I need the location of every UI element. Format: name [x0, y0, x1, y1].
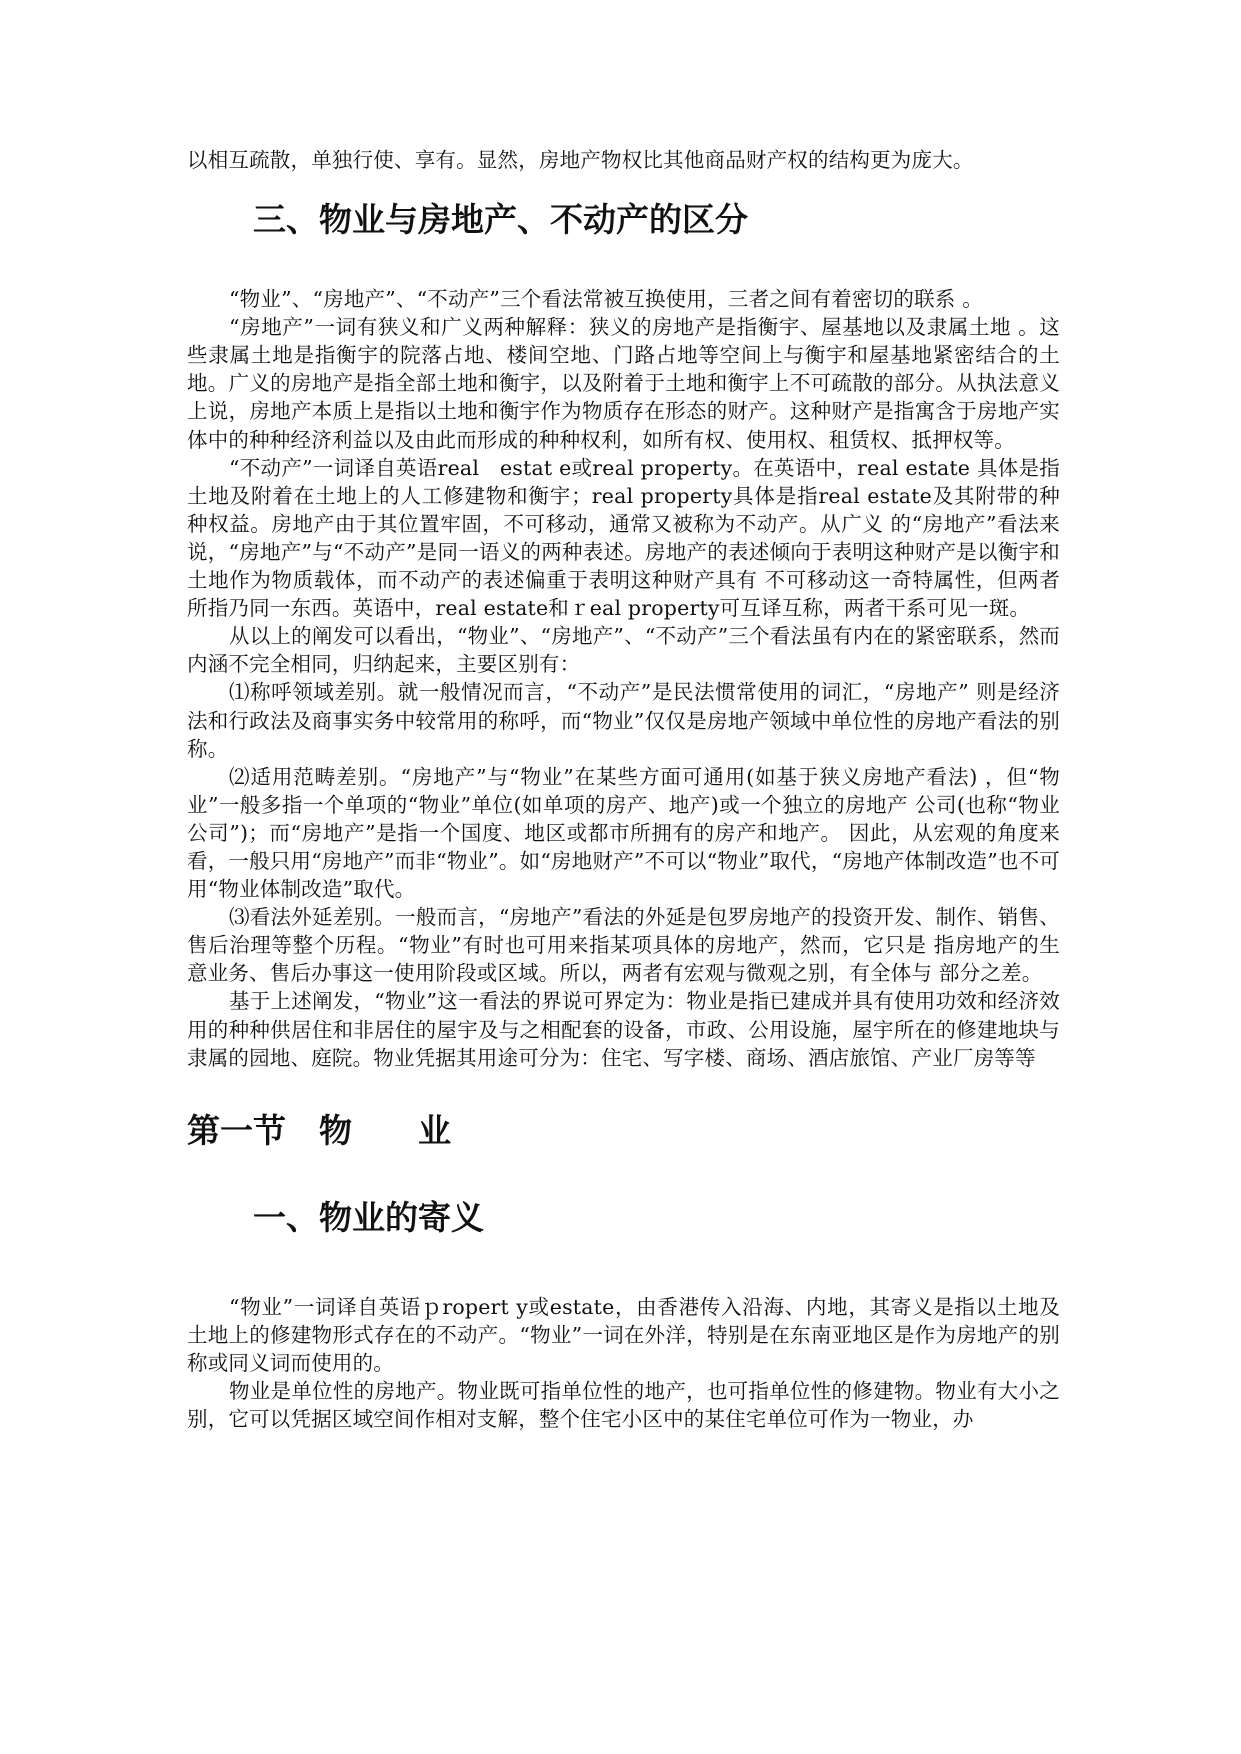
- paragraph-immovable-property: “不动产”一词译自英语real estat e或real property。在英语中，real estate 具体是指土地及附着在土地上的人工修建物和衡宇；real property具体是指real estate及其附带的种种权益。房地产由于其位置牢固，不可移动，通常又被称为不动产。从广义 的“房地产”看法来说，“房地产”与“不动产”是同一语义的两种表述。房地产的表述倾向于表明这种财产是以衡宇和土地作为物质载体，而不动产的表述偏重于表明这种财产具有 不可移动这一奇特属性，但两者所指乃同一东西。英语中，real estate和ｒeal property可互译互称，两者干系可见一斑。: [187, 455, 1060, 621]
- chapter-heading: 第一节 物 业: [187, 1110, 451, 1150]
- document-body: [187, 146, 1060, 1433]
- paragraph-differences-intro: 从以上的阐发可以看出，“物业”、“房地产”、“不动产”三个看法虽有内在的紧密联系，然而内涵不完全相同，归纳起来，主要区别有：: [187, 624, 1060, 677]
- paragraph-property-unit: 物业是单位性的房地产。物业既可指单位性的地产，也可指单位性的修建物。物业有大小之别，它可以凭据区域空间作相对支解，整个住宅小区中的某住宅单位可作为一物业，办: [187, 1379, 1060, 1432]
- section-heading-distinction: 三、物业与房地产、不动产的区分: [253, 200, 748, 240]
- paragraph-property-definition: 基于上述阐发，“物业”这一看法的界说可界定为：物业是指已建成并具有使用功效和经济效用的种种供居住和非居住的屋宇及与之相配套的设备，市政、公用设施，屋宇所在的修建地块与隶属的园地、庭院。物业凭据其用途可分为：住宅、写字楼、商场、酒店旅馆、产业厂房等等: [187, 989, 1060, 1070]
- paragraph-property-origin: “物业”一词译自英语ｐropert y或estate，由香港传入沿海、内地，其寄义是指以土地及土地上的修建物形式存在的不动产。“物业”一词在外洋，特别是在东南亚地区是作为房地产的别称或同义词而使用的。: [187, 1294, 1060, 1375]
- paragraph-difference-2: ⑵适用范畴差别。“房地产”与“物业”在某些方面可通用(如基于狭义房地产看法) ，但“物业”一般多指一个单项的“物业”单位(如单项的房产、地产)或一个独立的房地产 公司(也称“物业公司”)；而“房地产”是指一个国度、地区或都市所拥有的房产和地产。 因此，从宏观的角度来看，一般只用“房地产”而非“物业”。如“房地财产”不可以“物业”取代，“房地产体制改造”也不可用“物业体制改造”取代。: [187, 764, 1060, 902]
- paragraph-difference-1: ⑴称呼领域差别。就一般情况而言，“不动产”是民法惯常使用的词汇，“房地产” 则是经济法和行政法及商事实务中较常用的称呼，而“物业”仅仅是房地产领域中单位性的房地产看法的别称。: [187, 680, 1060, 761]
- paragraph-terms-intro: “物业”、“房地产”、“不动产”三个看法常被互换使用，三者之间有着密切的联系 。: [229, 287, 983, 312]
- section-heading-meaning: 一、物业的寄义: [253, 1197, 484, 1237]
- continued-paragraph: 以相互疏散，单独行使、享有。显然，房地产物权比其他商品财产权的结构更为庞大。: [187, 148, 974, 172]
- paragraph-difference-3: ⑶看法外延差别。一般而言，“房地产”看法的外延是包罗房地产的投资开发、制作、销售、售后治理等整个历程。“物业”有时也可用来指某项具体的房地产，然而，它只是 指房地产的生意业务、售后办事这一使用阶段或区域。所以，两者有宏观与微观之别，有全体与 部分之差。: [187, 905, 1060, 986]
- paragraph-real-estate-definition: “房地产”一词有狭义和广义两种解释：狭义的房地产是指衡宇、屋基地以及隶属土地 。这些隶属土地是指衡宇的院落占地、楼间空地、门路占地等空间上与衡宇和屋基地紧密结合的土地。广义的房地产是指全部土地和衡宇，以及附着于土地和衡宇上不可疏散的部分。从执法意义上说，房地产本质上是指以土地和衡宇作为物质存在形态的财产。这种财产是指寓含于房地产实体中的种种经济利益以及由此而形成的种种权利，如所有权、使用权、租赁权、抵押权等。: [187, 315, 1060, 452]
